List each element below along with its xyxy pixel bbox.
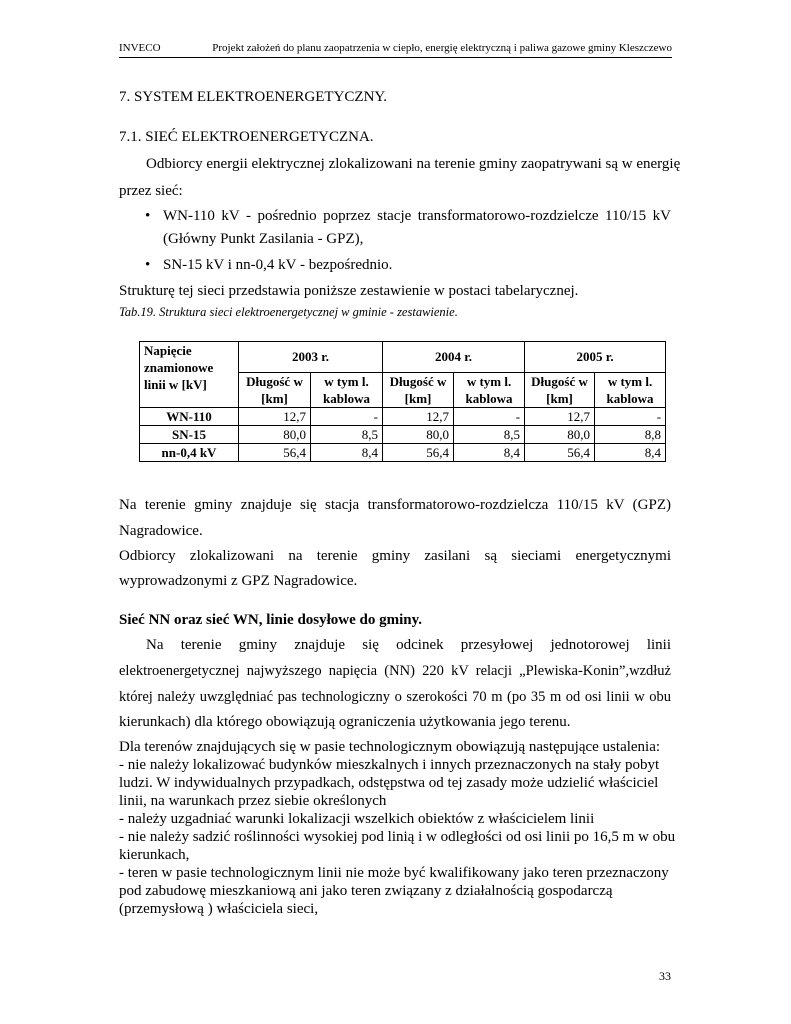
table-cell: 8,4 — [311, 444, 383, 462]
header-divider — [119, 57, 672, 58]
table-cell: - — [311, 408, 383, 426]
table-cell: 80,0 — [525, 426, 595, 444]
table-cell: 8,5 — [311, 426, 383, 444]
nn-line-2: elektroenergetycznej najwyższego napięcia (NN) 220 kV relacji „Plewiska-Konin”,wzdłuż — [119, 663, 671, 679]
rules-line: kierunkach, — [119, 847, 190, 863]
header-length: Długość w [km] — [383, 373, 454, 408]
page-number: 33 — [659, 969, 671, 983]
rules-line: - nie należy lokalizować budynków mieszkalnych i innych przeznaczonych na stały pobyt — [119, 757, 660, 773]
table-cell: 80,0 — [383, 426, 454, 444]
gpz-line-4: wyprowadzonymi z GPZ Nagradowice. — [119, 573, 358, 589]
table-cell: 8,8 — [595, 426, 666, 444]
table-row — [140, 444, 666, 462]
table-cell: 12,7 — [383, 408, 454, 426]
bullet-marker: • — [145, 257, 151, 273]
table-row — [140, 408, 666, 426]
structure-intro: Strukturę tej sieci przedstawia poniższe zestawienie w postaci tabelarycznej. — [119, 283, 579, 299]
table-cell: 12,7 — [239, 408, 311, 426]
rules-line: ludzi. W indywidualnych przypadkach, odstępstwa od tej zasady może udzielić właściciel — [119, 775, 659, 791]
table-cell: 12,7 — [525, 408, 595, 426]
gpz-line-2: Nagradowice. — [119, 523, 203, 539]
table-cell: 80,0 — [239, 426, 311, 444]
header-title: Projekt założeń do planu zaopatrzenia w ciepło, energię elektryczną i paliwa gazowe gminy Kleszczewo — [212, 42, 672, 54]
network-structure-table — [139, 341, 666, 462]
rules-line: Dla terenów znajdujących się w pasie technologicznym obowiązują następujące ustalenia: — [119, 739, 661, 755]
bullet-wn110-line-2: (Główny Punkt Zasilania - GPZ), — [163, 231, 364, 247]
table-cell: - — [454, 408, 525, 426]
running-header — [119, 41, 672, 55]
header-year-2004: 2004 r. — [383, 342, 525, 373]
header-voltage: Napięcie znamionowe linii w [kV] — [140, 342, 239, 408]
table-row — [140, 426, 666, 444]
nn-line-3: której należy uwzględniać pas technologiczny o szerokości 70 m (po 35 m od osi linii w obu — [119, 689, 671, 705]
header-year-2005: 2005 r. — [525, 342, 666, 373]
rules-line: - teren w pasie technologicznym linii nie może być kwalifikowany jako teren przeznaczony — [119, 865, 669, 881]
header-year-2003: 2003 r. — [239, 342, 383, 373]
intro-line-1 — [146, 155, 681, 173]
nn-line-4: kierunkach) dla którego obowiązują ograniczenia użytkowania jego terenu. — [119, 714, 571, 730]
nn-section-title: Sieć NN oraz sieć WN, linie dosyłowe do gminy. — [119, 612, 423, 628]
rules-line: (przemysłową ) właściciela sieci, — [119, 901, 319, 917]
rules-line: - nie należy sadzić roślinności wysokiej pod linią i w odległości od osi linii po 16,5 m w obu — [119, 829, 676, 845]
header-cable: w tym l. kablowa — [454, 373, 525, 408]
table-cell: 56,4 — [239, 444, 311, 462]
intro-text: Odbiorcy energii elektrycznej zlokalizowani na terenie gminy zaopatrywani są w energię — [146, 156, 681, 172]
rules-line: pod zabudowę mieszkaniową ani jako teren związany z działalnością gospodarczą — [119, 883, 613, 899]
rules-line: - należy uzgadniać warunki lokalizacji wszelkich obiektów z właścicielem linii — [119, 811, 595, 827]
bullet-wn110-line-1: WN-110 kV - pośrednio poprzez stacje transformatorowo-rozdzielcze 110/15 kV — [163, 208, 671, 224]
table-cell: 56,4 — [383, 444, 454, 462]
header-cable: w tym l. kablowa — [311, 373, 383, 408]
row-label: WN-110 — [140, 408, 239, 426]
table-caption: Tab.19. Struktura sieci elektroenergetycznej w gminie - zestawienie. — [119, 305, 458, 319]
nn-line-1: Na terenie gminy znajduje się odcinek przesyłowej jednotorowej linii — [146, 637, 671, 653]
bullet-marker: • — [145, 208, 151, 224]
row-label: SN-15 — [140, 426, 239, 444]
bullet-sn15: SN-15 kV i nn-0,4 kV - bezpośrednio. — [163, 257, 393, 273]
row-label: nn-0,4 kV — [140, 444, 239, 462]
gpz-line-3: Odbiorcy zlokalizowani na terenie gminy zasilani są sieciami energetycznymi — [119, 548, 671, 564]
header-length: Długość w [km] — [239, 373, 311, 408]
header-length: Długość w [km] — [525, 373, 595, 408]
heading-section-7: 7. SYSTEM ELEKTROENERGETYCZNY. — [119, 89, 388, 105]
table-cell: - — [595, 408, 666, 426]
header-cable: w tym l. kablowa — [595, 373, 666, 408]
table-cell: 8,4 — [595, 444, 666, 462]
table-cell: 8,4 — [454, 444, 525, 462]
table-cell: 56,4 — [525, 444, 595, 462]
table-cell: 8,5 — [454, 426, 525, 444]
header-company: INVECO — [119, 42, 161, 54]
intro-line-2: przez sieć: — [119, 183, 183, 199]
gpz-line-1: Na terenie gminy znajduje się stacja transformatorowo-rozdzielcza 110/15 kV (GPZ) — [119, 497, 671, 513]
heading-section-7-1: 7.1. SIEĆ ELEKTROENERGETYCZNA. — [119, 129, 374, 145]
rules-line: linii, na warunkach przez siebie określonych — [119, 793, 387, 809]
